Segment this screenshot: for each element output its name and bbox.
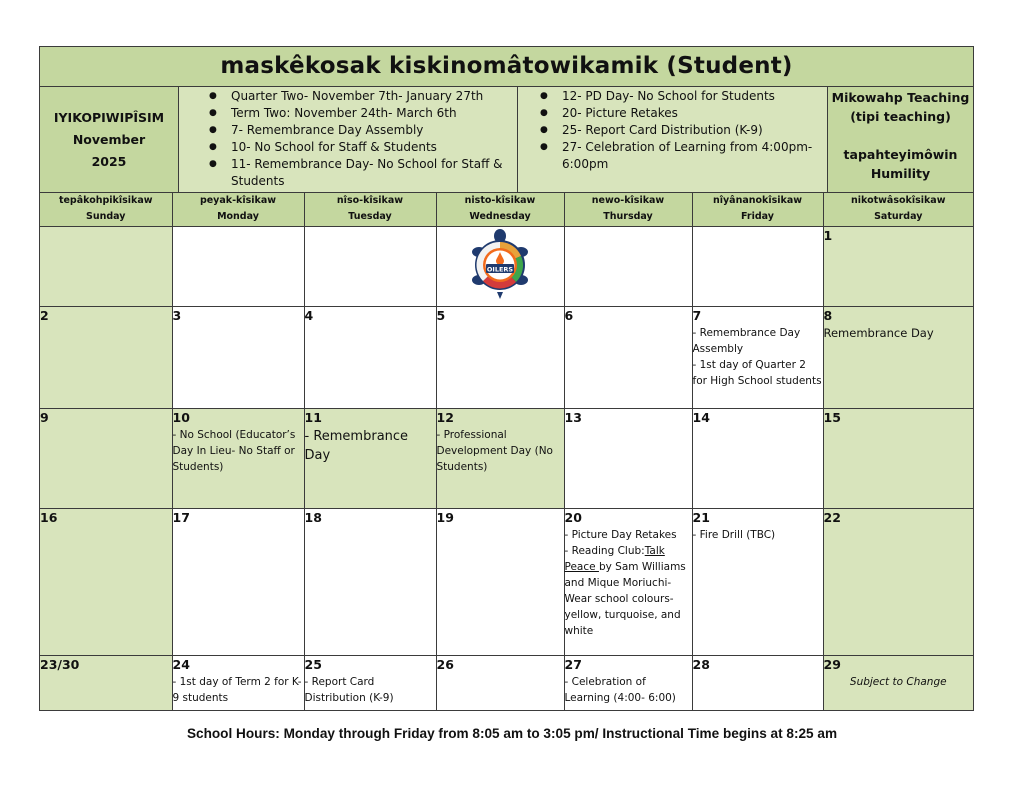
calendar-grid bbox=[40, 193, 973, 710]
day-number: 27 bbox=[564, 657, 582, 672]
notes-left bbox=[179, 87, 518, 192]
week-row bbox=[40, 409, 973, 509]
event-text-part: by Sam Williams and Mique Moriuchi- Wear school colours- yellow, turquoise, and white bbox=[564, 561, 686, 637]
note-item: ● Quarter Two- November 7th- January 27th bbox=[231, 88, 517, 105]
oilers-turtle-logo-icon bbox=[471, 228, 529, 300]
day-english: Saturday bbox=[874, 211, 923, 222]
day-cell-empty bbox=[304, 227, 436, 307]
day-cell bbox=[823, 409, 973, 509]
day-header-tuesday bbox=[304, 193, 436, 227]
month-box bbox=[40, 87, 179, 192]
day-header-friday bbox=[692, 193, 823, 227]
day-number: 18 bbox=[304, 510, 322, 525]
teaching-cree-word: tapahteyimôwin bbox=[843, 147, 958, 162]
day-english: Tuesday bbox=[348, 211, 392, 222]
day-number: 15 bbox=[823, 410, 841, 425]
event-text-reading-club bbox=[565, 543, 692, 639]
event-text: - Picture Day Retakes bbox=[564, 529, 677, 541]
day-cell bbox=[436, 656, 564, 710]
day-cell bbox=[564, 307, 692, 409]
day-cell bbox=[304, 307, 436, 409]
day-cell bbox=[40, 509, 172, 656]
day-cree: nîso-kîsikaw bbox=[336, 195, 404, 206]
day-number: 19 bbox=[436, 510, 454, 525]
calendar-title: maskêkosak kiskinomâtowikamik (Student) bbox=[40, 47, 973, 87]
note-item: ● 12- PD Day- No School for Students bbox=[562, 88, 827, 105]
day-cell bbox=[304, 656, 436, 710]
day-number: 11 bbox=[304, 410, 322, 425]
day-number: 3 bbox=[172, 308, 182, 323]
day-cell bbox=[692, 656, 823, 710]
event-text-part: - Reading Club: bbox=[564, 545, 645, 557]
day-cell bbox=[436, 509, 564, 656]
note-item: ● 25- Report Card Distribution (K-9) bbox=[562, 122, 827, 139]
day-cell bbox=[823, 509, 973, 656]
day-number: 17 bbox=[172, 510, 190, 525]
note-item: ● 27- Celebration of Learning from 4:00pm- 6:00pm bbox=[562, 139, 827, 173]
day-header-sunday bbox=[40, 193, 172, 227]
day-number: 29 bbox=[823, 657, 841, 672]
day-cell bbox=[172, 656, 304, 710]
book-title: Talk Peace bbox=[564, 545, 665, 573]
day-number: 24 bbox=[172, 657, 190, 672]
day-cree: peyak-kîsikaw bbox=[199, 195, 277, 206]
day-english: Wednesday bbox=[469, 211, 531, 222]
day-cell bbox=[172, 307, 304, 409]
day-cell bbox=[40, 307, 172, 409]
day-cell bbox=[304, 509, 436, 656]
week-row bbox=[40, 227, 973, 307]
calendar bbox=[39, 46, 974, 711]
event-text: - Remembrance Day bbox=[304, 429, 409, 463]
day-cell bbox=[40, 409, 172, 509]
day-cell bbox=[564, 509, 692, 656]
note-item: ● 10- No School for Staff & Students bbox=[231, 139, 517, 156]
day-cell-empty bbox=[172, 227, 304, 307]
note-item: ● 20- Picture Retakes bbox=[562, 105, 827, 122]
day-english: Sunday bbox=[86, 211, 126, 222]
event-text: - 1st day of Term 2 for K-9 students bbox=[172, 676, 302, 704]
day-cell bbox=[564, 656, 692, 710]
day-number: 28 bbox=[692, 657, 710, 672]
day-number: 20 bbox=[564, 510, 582, 525]
day-number: 4 bbox=[304, 308, 314, 323]
day-cell bbox=[692, 409, 823, 509]
day-cell bbox=[823, 227, 973, 307]
teaching-box bbox=[828, 87, 973, 192]
day-number: 2 bbox=[40, 308, 49, 323]
teaching-title: Mikowahp Teaching bbox=[831, 90, 970, 105]
day-header-thursday bbox=[564, 193, 692, 227]
week-row bbox=[40, 656, 973, 710]
event-text: - Professional Development Day (No Students) bbox=[436, 429, 553, 473]
day-header-saturday bbox=[823, 193, 973, 227]
year: 2025 bbox=[91, 153, 127, 169]
day-number: 8 bbox=[823, 308, 833, 323]
day-cree: tepâkohpikîsikaw bbox=[58, 195, 153, 206]
school-hours-footer: School Hours: Monday through Friday from 8:05 am to 3:05 pm/ Instructional Time begins at 8:25 am bbox=[186, 726, 838, 741]
day-number: 25 bbox=[304, 657, 322, 672]
day-cell-empty bbox=[564, 227, 692, 307]
day-cell bbox=[692, 307, 823, 409]
day-cree: nîyânanokîsikaw bbox=[712, 195, 803, 206]
day-number: 26 bbox=[436, 657, 454, 672]
day-cree: nisto-kîsikaw bbox=[464, 195, 536, 206]
event-text: - 1st day of Quarter 2 for High School students bbox=[692, 359, 822, 387]
week-row bbox=[40, 307, 973, 409]
event-text: - Celebration of Learning (4:00- 6:00) bbox=[564, 676, 676, 704]
disclaimer-text: Subject to Change bbox=[849, 676, 947, 688]
day-cell bbox=[172, 409, 304, 509]
day-cell bbox=[436, 307, 564, 409]
teaching-subtitle: (tipi teaching) bbox=[850, 109, 951, 124]
day-header-wednesday bbox=[436, 193, 564, 227]
event-text: - Remembrance Day Assembly bbox=[692, 327, 801, 355]
month-name: November bbox=[72, 131, 146, 147]
day-cell bbox=[823, 307, 973, 409]
day-cell bbox=[40, 656, 172, 710]
day-number: 10 bbox=[172, 410, 190, 425]
info-row bbox=[40, 87, 973, 193]
day-cell bbox=[304, 409, 436, 509]
logo-text: OILERS bbox=[486, 265, 514, 274]
day-number: 5 bbox=[436, 308, 446, 323]
day-number: 13 bbox=[564, 410, 582, 425]
day-number: 23/30 bbox=[40, 657, 80, 672]
event-text: - Fire Drill (TBC) bbox=[692, 529, 776, 541]
day-number: 9 bbox=[40, 410, 49, 425]
day-cell bbox=[564, 409, 692, 509]
day-number: 6 bbox=[564, 308, 574, 323]
day-number: 12 bbox=[436, 410, 454, 425]
day-cell bbox=[172, 509, 304, 656]
day-cell-empty bbox=[692, 227, 823, 307]
note-item: ● Term Two: November 24th- March 6th bbox=[231, 105, 517, 122]
day-cell bbox=[823, 656, 973, 710]
day-english: Friday bbox=[741, 211, 774, 222]
day-header-row bbox=[40, 193, 973, 227]
event-text: - No School (Educator’s Day In Lieu- No Staff or Students) bbox=[172, 429, 296, 473]
day-cell-empty bbox=[40, 227, 172, 307]
day-cell-logo bbox=[436, 227, 564, 307]
day-cree: newo-kîsikaw bbox=[591, 195, 665, 206]
day-english: Monday bbox=[217, 211, 259, 222]
note-item: ● 11- Remembrance Day- No School for Staff & Students bbox=[231, 156, 517, 190]
week-row bbox=[40, 509, 973, 656]
day-number: 14 bbox=[692, 410, 710, 425]
notes-right bbox=[518, 87, 828, 192]
day-cell bbox=[692, 509, 823, 656]
cree-month: IYIKOPIWIPÎSIM bbox=[53, 109, 165, 125]
teaching-english-word: Humility bbox=[870, 166, 931, 181]
event-text: - Report Card Distribution (K-9) bbox=[304, 676, 394, 704]
day-number: 1 bbox=[823, 228, 833, 243]
day-header-monday bbox=[172, 193, 304, 227]
day-english: Thursday bbox=[603, 211, 653, 222]
note-item: ● 7- Remembrance Day Assembly bbox=[231, 122, 517, 139]
day-number: 16 bbox=[40, 510, 58, 525]
day-cell bbox=[436, 409, 564, 509]
day-number: 21 bbox=[692, 510, 710, 525]
day-number: 7 bbox=[692, 308, 702, 323]
event-text: Remembrance Day bbox=[823, 326, 934, 340]
day-cree: nikotwâsokîsikaw bbox=[850, 195, 946, 206]
day-number: 22 bbox=[823, 510, 841, 525]
